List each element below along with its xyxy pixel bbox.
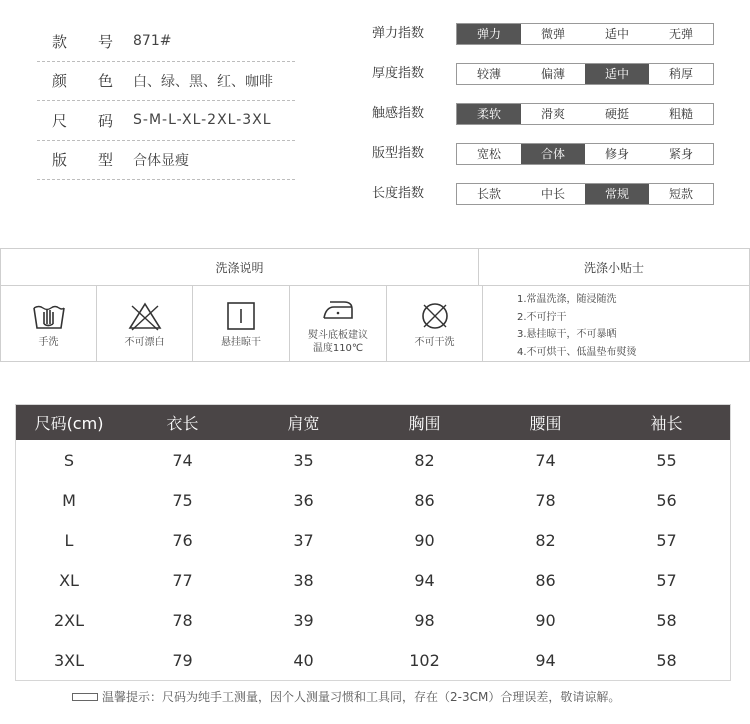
info-row-style-no bbox=[37, 22, 295, 62]
table-row bbox=[16, 440, 730, 480]
table-row bbox=[16, 600, 730, 640]
index-row bbox=[372, 103, 714, 143]
table-cell: 94 bbox=[535, 650, 556, 670]
table-cell: 36 bbox=[293, 490, 314, 510]
table-cell: 37 bbox=[293, 530, 314, 550]
column-header: 胸围 bbox=[408, 414, 441, 433]
info-key: 版 型 bbox=[52, 151, 113, 170]
info-key: 尺 码 bbox=[52, 111, 113, 130]
index-option-selected: 常规 bbox=[585, 184, 649, 204]
table-cell: 98 bbox=[414, 610, 435, 630]
iron-icon bbox=[320, 293, 356, 325]
table-cell: 79 bbox=[172, 650, 193, 670]
index-option-selected: 适中 bbox=[585, 64, 649, 84]
wash-tips-title: 洗涤小贴士 bbox=[583, 260, 644, 275]
index-option: 较薄 bbox=[476, 67, 501, 81]
table-cell: 90 bbox=[414, 530, 435, 550]
index-option-selected: 弹力 bbox=[457, 24, 521, 44]
no-dry-clean-icon bbox=[417, 300, 453, 332]
table-cell: 77 bbox=[172, 570, 193, 590]
no-bleach-icon bbox=[127, 300, 163, 332]
table-cell: 94 bbox=[414, 570, 435, 590]
wash-header bbox=[1, 249, 749, 286]
table-cell: 58 bbox=[656, 610, 677, 630]
table-cell: 86 bbox=[414, 490, 435, 510]
product-info bbox=[37, 22, 295, 180]
size-table bbox=[15, 404, 731, 681]
hand-wash-icon bbox=[31, 300, 67, 332]
table-cell: 75 bbox=[172, 490, 193, 510]
info-value: 871# bbox=[133, 33, 172, 50]
wash-body bbox=[1, 286, 749, 362]
table-cell: 102 bbox=[409, 650, 440, 670]
index-option: 修身 bbox=[604, 147, 629, 161]
table-row bbox=[16, 480, 730, 520]
table-cell: M bbox=[62, 490, 76, 510]
index-row bbox=[372, 183, 714, 223]
table-cell: 74 bbox=[535, 450, 556, 470]
column-header: 腰围 bbox=[529, 414, 562, 433]
index-option: 紧身 bbox=[668, 147, 693, 161]
index-option: 无弹 bbox=[668, 27, 693, 41]
info-value: 合体显瘦 bbox=[133, 152, 189, 169]
wash-tip: 1.常温洗涤，随浸随洗 bbox=[517, 294, 617, 305]
table-cell: 76 bbox=[172, 530, 193, 550]
index-options bbox=[456, 183, 714, 205]
wash-title: 洗涤说明 bbox=[1, 249, 479, 285]
info-row-fit bbox=[37, 141, 295, 181]
index-row bbox=[372, 143, 714, 183]
index-label: 版型指数 bbox=[372, 146, 425, 161]
info-key: 款 号 bbox=[52, 32, 113, 51]
table-cell: 78 bbox=[535, 490, 556, 510]
washing-instructions bbox=[0, 248, 750, 362]
ruler-icon bbox=[72, 693, 98, 701]
index-option-selected: 柔软 bbox=[457, 104, 521, 124]
index-label: 触感指数 bbox=[372, 106, 425, 121]
index-option: 适中 bbox=[604, 27, 629, 41]
table-row bbox=[16, 560, 730, 600]
index-option: 宽松 bbox=[476, 147, 501, 161]
size-note: 温馨提示：尺码为纯手工测量，因个人测量习惯和工具同，存在（2-3CM）合理误差，敬请谅解。 bbox=[72, 688, 620, 705]
index-option: 中长 bbox=[540, 187, 565, 201]
index-scales bbox=[372, 23, 714, 223]
index-label: 厚度指数 bbox=[372, 66, 425, 81]
wash-cell-hang-dry: 悬挂晾干 bbox=[193, 286, 290, 362]
info-value: 白、绿、黑、红、咖啡 bbox=[133, 73, 273, 90]
table-row bbox=[16, 640, 730, 680]
table-cell: 58 bbox=[656, 650, 677, 670]
wash-cell-no-bleach: 不可漂白 bbox=[97, 286, 193, 362]
info-value: S-M-L-XL-2XL-3XL bbox=[133, 112, 272, 129]
index-option: 滑爽 bbox=[540, 107, 565, 121]
info-row-color bbox=[37, 62, 295, 102]
wash-cell-no-dry-clean: 不可干洗 bbox=[387, 286, 483, 362]
column-header: 袖长 bbox=[650, 414, 683, 433]
table-cell: 78 bbox=[172, 610, 193, 630]
table-cell: 57 bbox=[656, 570, 677, 590]
table-cell: 57 bbox=[656, 530, 677, 550]
column-header: 衣长 bbox=[166, 414, 199, 433]
table-cell: L bbox=[64, 530, 74, 550]
index-options bbox=[456, 23, 714, 45]
index-options bbox=[456, 63, 714, 85]
info-key: 颜 色 bbox=[52, 72, 113, 91]
table-cell: 56 bbox=[656, 490, 677, 510]
table-cell: 82 bbox=[535, 530, 556, 550]
column-header: 尺码(cm) bbox=[34, 414, 104, 433]
index-option: 粗糙 bbox=[668, 107, 693, 121]
index-option: 长款 bbox=[476, 187, 501, 201]
wash-tips bbox=[483, 286, 749, 362]
index-options bbox=[456, 143, 714, 165]
wash-cell-iron: 熨斗底板建议 温度110℃ bbox=[290, 286, 387, 362]
table-cell: 35 bbox=[293, 450, 314, 470]
table-cell: 55 bbox=[656, 450, 677, 470]
wash-tip: 4.不可烘干、低温垫布熨烫 bbox=[517, 346, 637, 358]
hang-dry-icon bbox=[223, 300, 259, 332]
table-cell: XL bbox=[59, 570, 79, 590]
table-cell: 39 bbox=[293, 610, 314, 630]
column-header: 肩宽 bbox=[287, 414, 320, 433]
info-row-size bbox=[37, 101, 295, 141]
size-table-header bbox=[16, 405, 730, 440]
index-option: 稍厚 bbox=[668, 67, 693, 81]
index-option: 短款 bbox=[668, 187, 693, 201]
table-cell: S bbox=[63, 450, 75, 470]
index-option: 硬挺 bbox=[604, 107, 629, 121]
wash-tip: 2.不可拧干 bbox=[517, 311, 567, 323]
index-label: 弹力指数 bbox=[372, 26, 425, 41]
index-row bbox=[372, 23, 714, 63]
index-option: 偏薄 bbox=[540, 67, 565, 81]
index-options bbox=[456, 103, 714, 125]
table-cell: 2XL bbox=[53, 610, 85, 630]
index-option-selected: 合体 bbox=[521, 144, 585, 164]
index-row bbox=[372, 63, 714, 103]
table-cell: 90 bbox=[535, 610, 556, 630]
table-cell: 86 bbox=[535, 570, 556, 590]
wash-cell-hand-wash: 手洗 bbox=[1, 286, 97, 362]
wash-tip: 3.悬挂晾干，不可暴晒 bbox=[517, 329, 617, 340]
index-label: 长度指数 bbox=[372, 186, 425, 201]
table-cell: 82 bbox=[414, 450, 435, 470]
index-option: 微弹 bbox=[540, 27, 565, 41]
table-cell: 40 bbox=[293, 650, 314, 670]
table-cell: 38 bbox=[293, 570, 314, 590]
table-row bbox=[16, 520, 730, 560]
table-cell: 74 bbox=[172, 450, 193, 470]
table-cell: 3XL bbox=[53, 650, 85, 670]
